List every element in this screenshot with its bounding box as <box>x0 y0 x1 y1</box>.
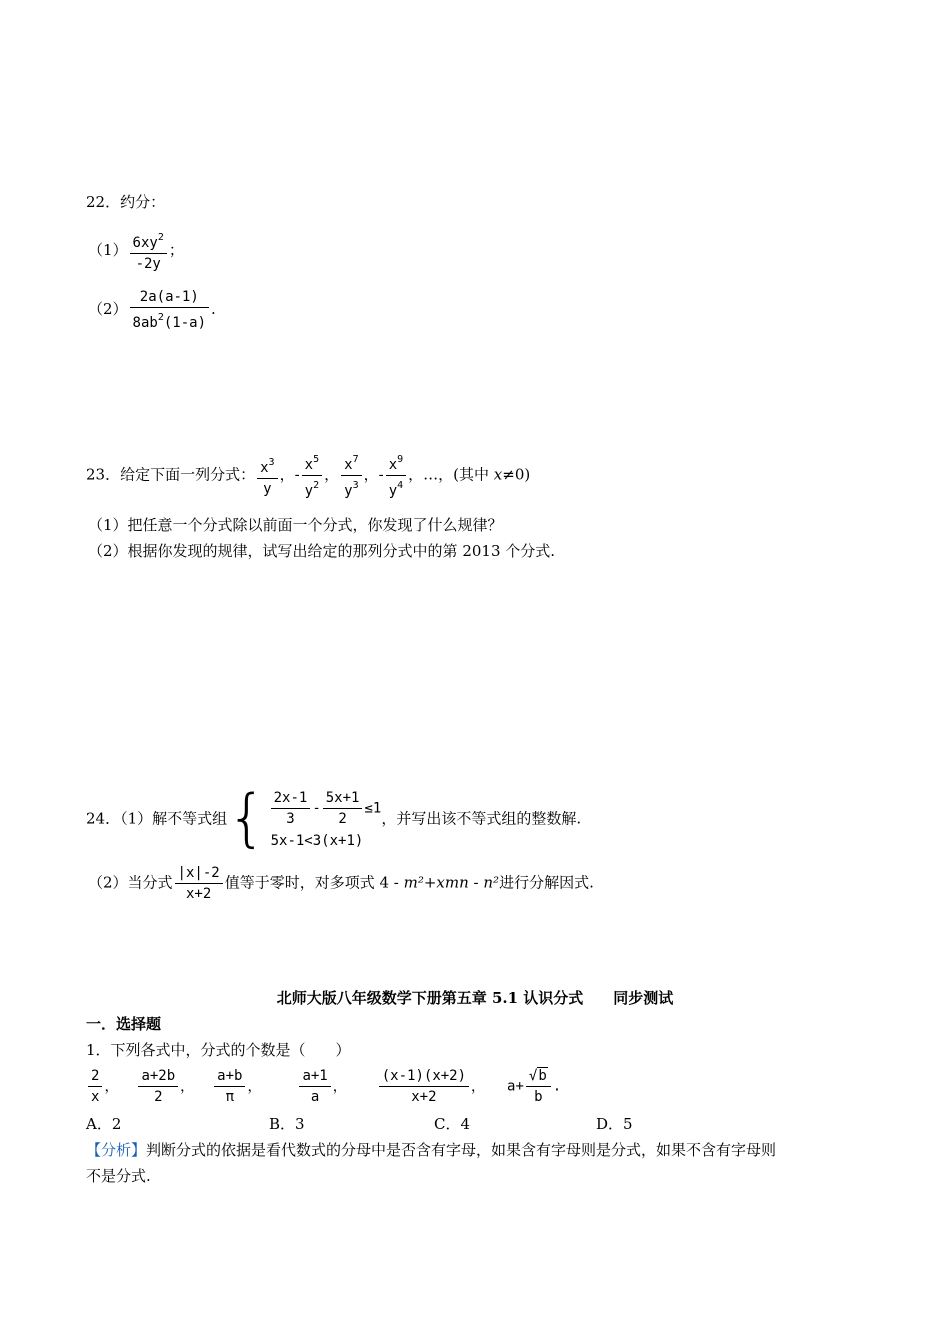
q23-sub2: （2）根据你发现的规律，试写出给定的那列分式中的第 2013 个分式. <box>88 542 556 560</box>
q1-option-b: B．3 <box>269 1115 305 1133</box>
fraction: $\frac{|x|-2}{x+2}$ <box>175 863 223 904</box>
q22-part2: （2） $\frac{2a(a-1)}{8ab^2(1-a)}$ . <box>88 289 216 331</box>
analysis-tag: 【分析】 <box>86 1141 147 1159</box>
section-heading: 一．选择题 <box>86 1015 162 1033</box>
fraction: $\frac{a+2b}{2}$ <box>138 1066 178 1107</box>
q22-label: 22．约分： <box>86 193 166 211</box>
fraction: $\frac{√b}{b}$ <box>526 1066 551 1107</box>
q22-part1: （1） $\frac{6xy^2}{-2y}$ ； <box>88 228 184 274</box>
q1-option-c: C．4 <box>434 1115 471 1133</box>
q23-stem: 23．给定下面一列分式： $\frac{x^3}{y}$ ，- $\frac{x^5}{y^2}$ ， $\frac{x^7}{y^3}$ ，- $\frac{x^9}{y^4}$ ，…，(其中 x≠0) <box>86 450 530 501</box>
q22-part1-tag: （1） <box>88 241 128 259</box>
fraction: $\frac{6xy^2}{-2y}$ <box>130 228 167 274</box>
fraction: $\frac{2a(a-1)}{8ab^2(1-a)}$ <box>130 287 209 333</box>
q1-option-d: D．5 <box>596 1115 633 1133</box>
fraction: $\frac{2x-1}{3}$ <box>271 788 311 829</box>
q24-part2: （2）当分式 $\frac{|x|-2}{x+2}$ 值等于零时，对多项式 4 - m²+xmn - n²进行分解因式. <box>88 865 594 902</box>
fraction: $\frac{5x+1}{2}$ <box>323 788 363 829</box>
brace-icon: { <box>227 781 267 854</box>
fraction: $\frac{x^7}{y^3}$ <box>341 450 361 501</box>
fraction: $\frac{a+1}{a}$ <box>299 1066 330 1107</box>
q1-option-a: A．2 <box>86 1115 122 1133</box>
inequality-system: { $\frac{2x-1}{3}$ - $\frac{5x+1}{2}$ ≤1 5x-1<3(x+1) <box>227 781 382 854</box>
page-title: 北师大版八年级数学下册第五章 5.1 认识分式 同步测试 <box>276 989 674 1007</box>
q24-part1: 24．（1）解不等式组 { $\frac{2x-1}{3}$ - $\frac{5x+1}{2}$ ≤1 5x-1<3(x+1) ，并写出该不等式组的整数解. <box>86 781 582 854</box>
q1-expressions: $\frac{2}{x}$ ， $\frac{a+2b}{2}$ ， $\frac{a+b}{\pi}$ ， $\frac{a+1}{a}$ ， $\frac{(x-1)(x+2)}{x+2}$ ， a+ $\frac{√b}{b}$ . <box>86 1066 561 1107</box>
fraction: $\frac{x^9}{y^4}$ <box>386 450 406 501</box>
q1-stem: 1．下列各式中，分式的个数是（ ） <box>86 1041 351 1059</box>
q23-sub1: （1）把任意一个分式除以前面一个分式，你发现了什么规律？ <box>88 516 503 534</box>
fraction: $\frac{(x-1)(x+2)}{x+2}$ <box>379 1066 469 1107</box>
sqrt-radicand: b <box>538 1068 547 1084</box>
q1-analysis-line2: 不是分式. <box>86 1167 151 1185</box>
fraction: $\frac{x^5}{y^2}$ <box>302 450 322 501</box>
q22-part2-tag: （2） <box>88 300 128 318</box>
q1-analysis-line1: 【分析】判断分式的依据是看代数式的分母中是否含有字母，如果含有字母则是分式，如果不含有字母则 <box>86 1141 777 1159</box>
fraction: $\frac{x^3}{y}$ <box>257 453 277 499</box>
fraction: $\frac{2}{x}$ <box>88 1066 102 1107</box>
fraction: $\frac{a+b}{\pi}$ <box>214 1066 245 1107</box>
